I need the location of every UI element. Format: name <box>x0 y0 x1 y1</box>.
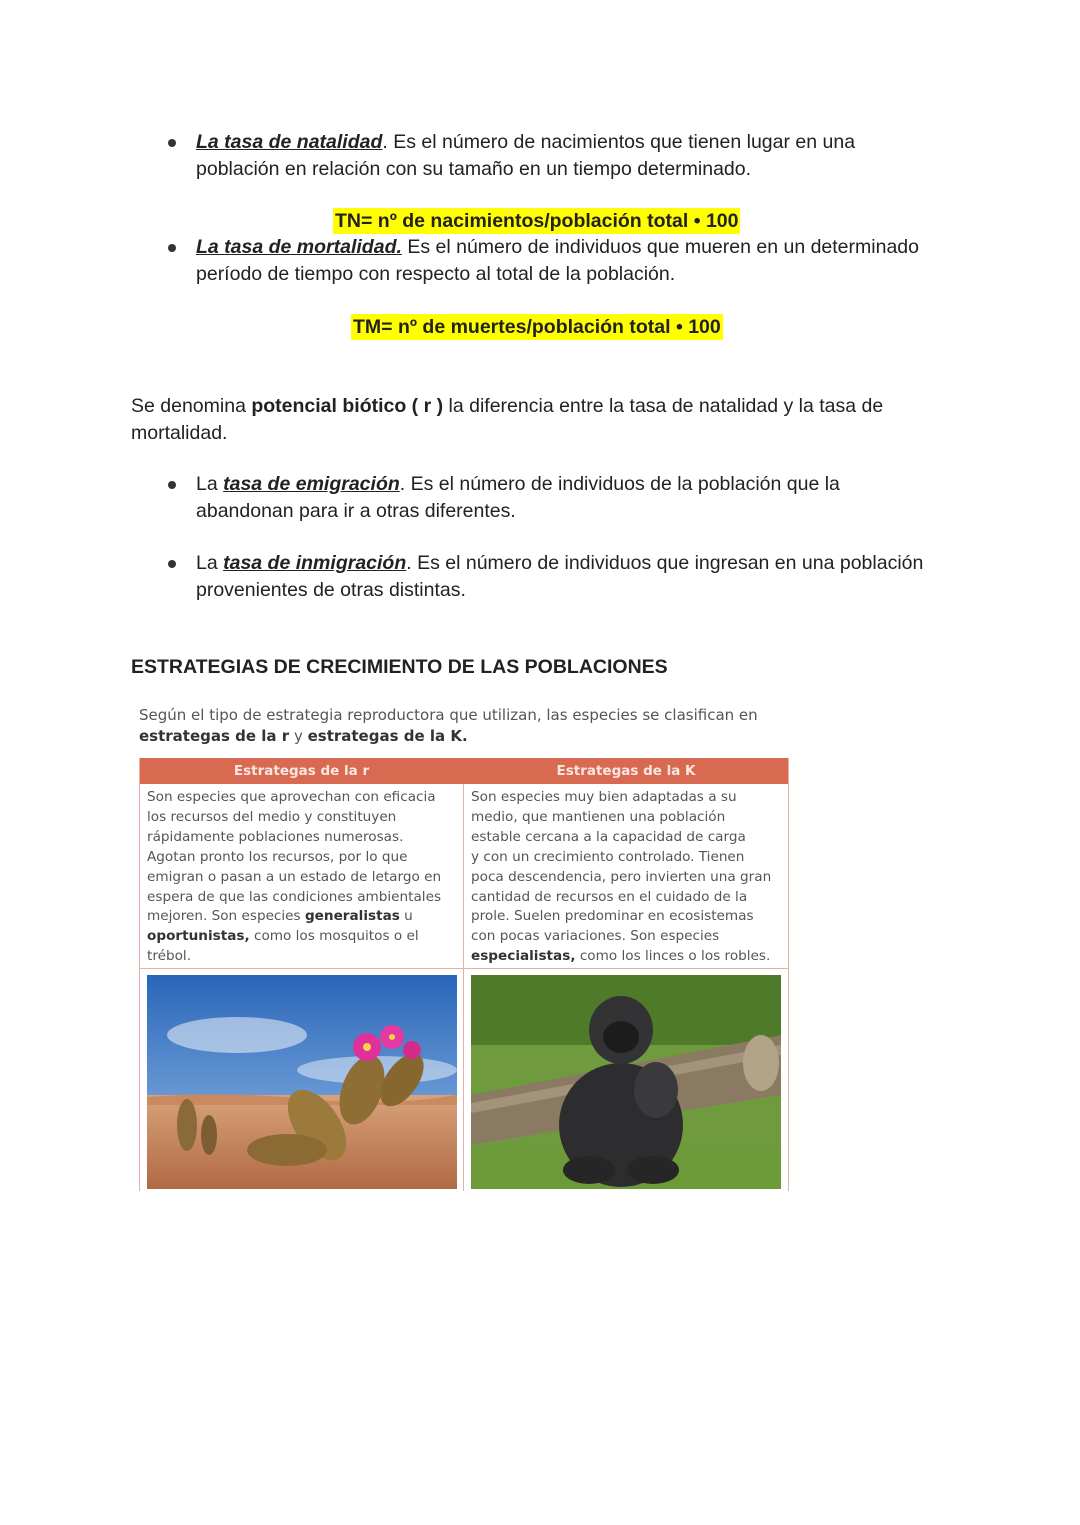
natalidad-text-1: . Es el número de nacimientos que tienen lugar en una <box>382 131 856 153</box>
mortalidad-text-2: período de tiempo con respecto al total de la población. <box>196 263 676 285</box>
row-divider <box>140 968 788 969</box>
r-line: Son especies que aprovechan con eficacia <box>147 789 436 805</box>
r-line: Agotan pronto los recursos, por lo que <box>147 848 408 865</box>
emigracion-paragraph <box>196 471 840 525</box>
section-heading: ESTRATEGIAS DE CRECIMIENTO DE LAS POBLACIONES <box>131 656 668 678</box>
r-line: emigran o pasan a un estado de letargo en <box>147 868 442 885</box>
gorilla-photo <box>471 975 781 1189</box>
mortalidad-paragraph <box>196 234 919 288</box>
k-line: y con un crecimiento controlado. Tienen <box>471 848 745 865</box>
r-line: trébol. <box>147 948 192 965</box>
emigracion-pre: La <box>196 473 224 495</box>
cactus-photo <box>147 975 457 1189</box>
potencial-pre: Se denomina <box>131 395 252 417</box>
cell-k-text <box>471 788 785 967</box>
bullet-dot <box>168 244 176 252</box>
intro-bold-r: estrategas de la r <box>139 727 290 745</box>
natalidad-paragraph <box>196 129 855 183</box>
potencial-paragraph <box>131 393 883 447</box>
natalidad-text-2: población en relación con su tamaño en un tiempo determinado. <box>196 158 752 180</box>
intro-bold-k: estrategas de la K. <box>307 727 468 745</box>
mortalidad-term: La tasa de mortalidad. <box>196 236 402 258</box>
r-line: mejoren. Son especies <box>147 908 305 925</box>
k-line: como los linces o los robles. <box>575 948 771 965</box>
r-line: rápidamente poblaciones numerosas. <box>147 828 404 845</box>
k-line: cantidad de recursos en el cuidado de la <box>471 888 748 905</box>
header-k: Estrategas de la K <box>556 763 696 779</box>
potencial-post: la diferencia entre la tasa de natalidad y la tasa de <box>443 395 884 417</box>
r-line: espera de que las condiciones ambientales <box>147 888 442 905</box>
inmigracion-text-2: provenientes de otras distintas. <box>196 579 466 601</box>
natalidad-term: La tasa de natalidad <box>196 131 383 153</box>
k-line: prole. Suelen predominar en ecosistemas <box>471 908 754 925</box>
r-line: como los mosquitos o el <box>249 928 419 945</box>
emigracion-term: tasa de emigración <box>223 473 400 495</box>
strategies-table <box>139 758 789 1191</box>
k-line: con pocas variaciones. Son especies <box>471 928 720 945</box>
inmigracion-paragraph <box>196 550 923 604</box>
cell-r-text <box>147 788 461 967</box>
k-line: medio, que mantienen una población <box>471 808 726 825</box>
mortalidad-formula: TM= nº de muertes/población total • 100 <box>353 316 721 338</box>
emigracion-text-1: . Es el número de individuos de la población que la <box>399 473 840 495</box>
emigracion-text-2: abandonan para ir a otras diferentes. <box>196 500 516 522</box>
column-divider <box>463 784 464 1191</box>
inmigracion-text-1: . Es el número de individuos que ingresan en una población <box>406 552 924 574</box>
inmigracion-term: tasa de inmigración <box>223 552 407 574</box>
potencial-line2: mortalidad. <box>131 422 228 444</box>
r-line: u <box>399 908 413 925</box>
intro-line1: Según el tipo de estrategia reproductora que utilizan, las especies se clasifican en <box>139 706 758 724</box>
k-bold-especialistas: especialistas, <box>471 948 576 965</box>
k-line: estable cercana a la capacidad de carga <box>471 828 746 845</box>
mortalidad-text-1: Es el número de individuos que mueren en un determinado <box>401 236 919 258</box>
header-r: Estrategas de la r <box>233 763 370 779</box>
inmigracion-pre: La <box>196 552 224 574</box>
r-bold-oportunistas: oportunistas, <box>147 928 250 945</box>
r-line: los recursos del medio y constituyen <box>147 808 397 825</box>
bullet-dot <box>168 560 176 568</box>
potencial-bold: potencial biótico ( r ) <box>251 395 444 417</box>
bullet-dot <box>168 139 176 147</box>
r-bold-generalistas: generalistas <box>304 908 400 925</box>
k-line: Son especies muy bien adaptadas a su <box>471 789 737 805</box>
bullet-dot <box>168 481 176 489</box>
intro-mid: y <box>289 727 308 745</box>
strategies-intro <box>139 705 799 747</box>
k-line: poca descendencia, pero invierten una gran <box>471 868 772 885</box>
natalidad-formula: TN= nº de nacimientos/población total • 100 <box>335 210 739 232</box>
